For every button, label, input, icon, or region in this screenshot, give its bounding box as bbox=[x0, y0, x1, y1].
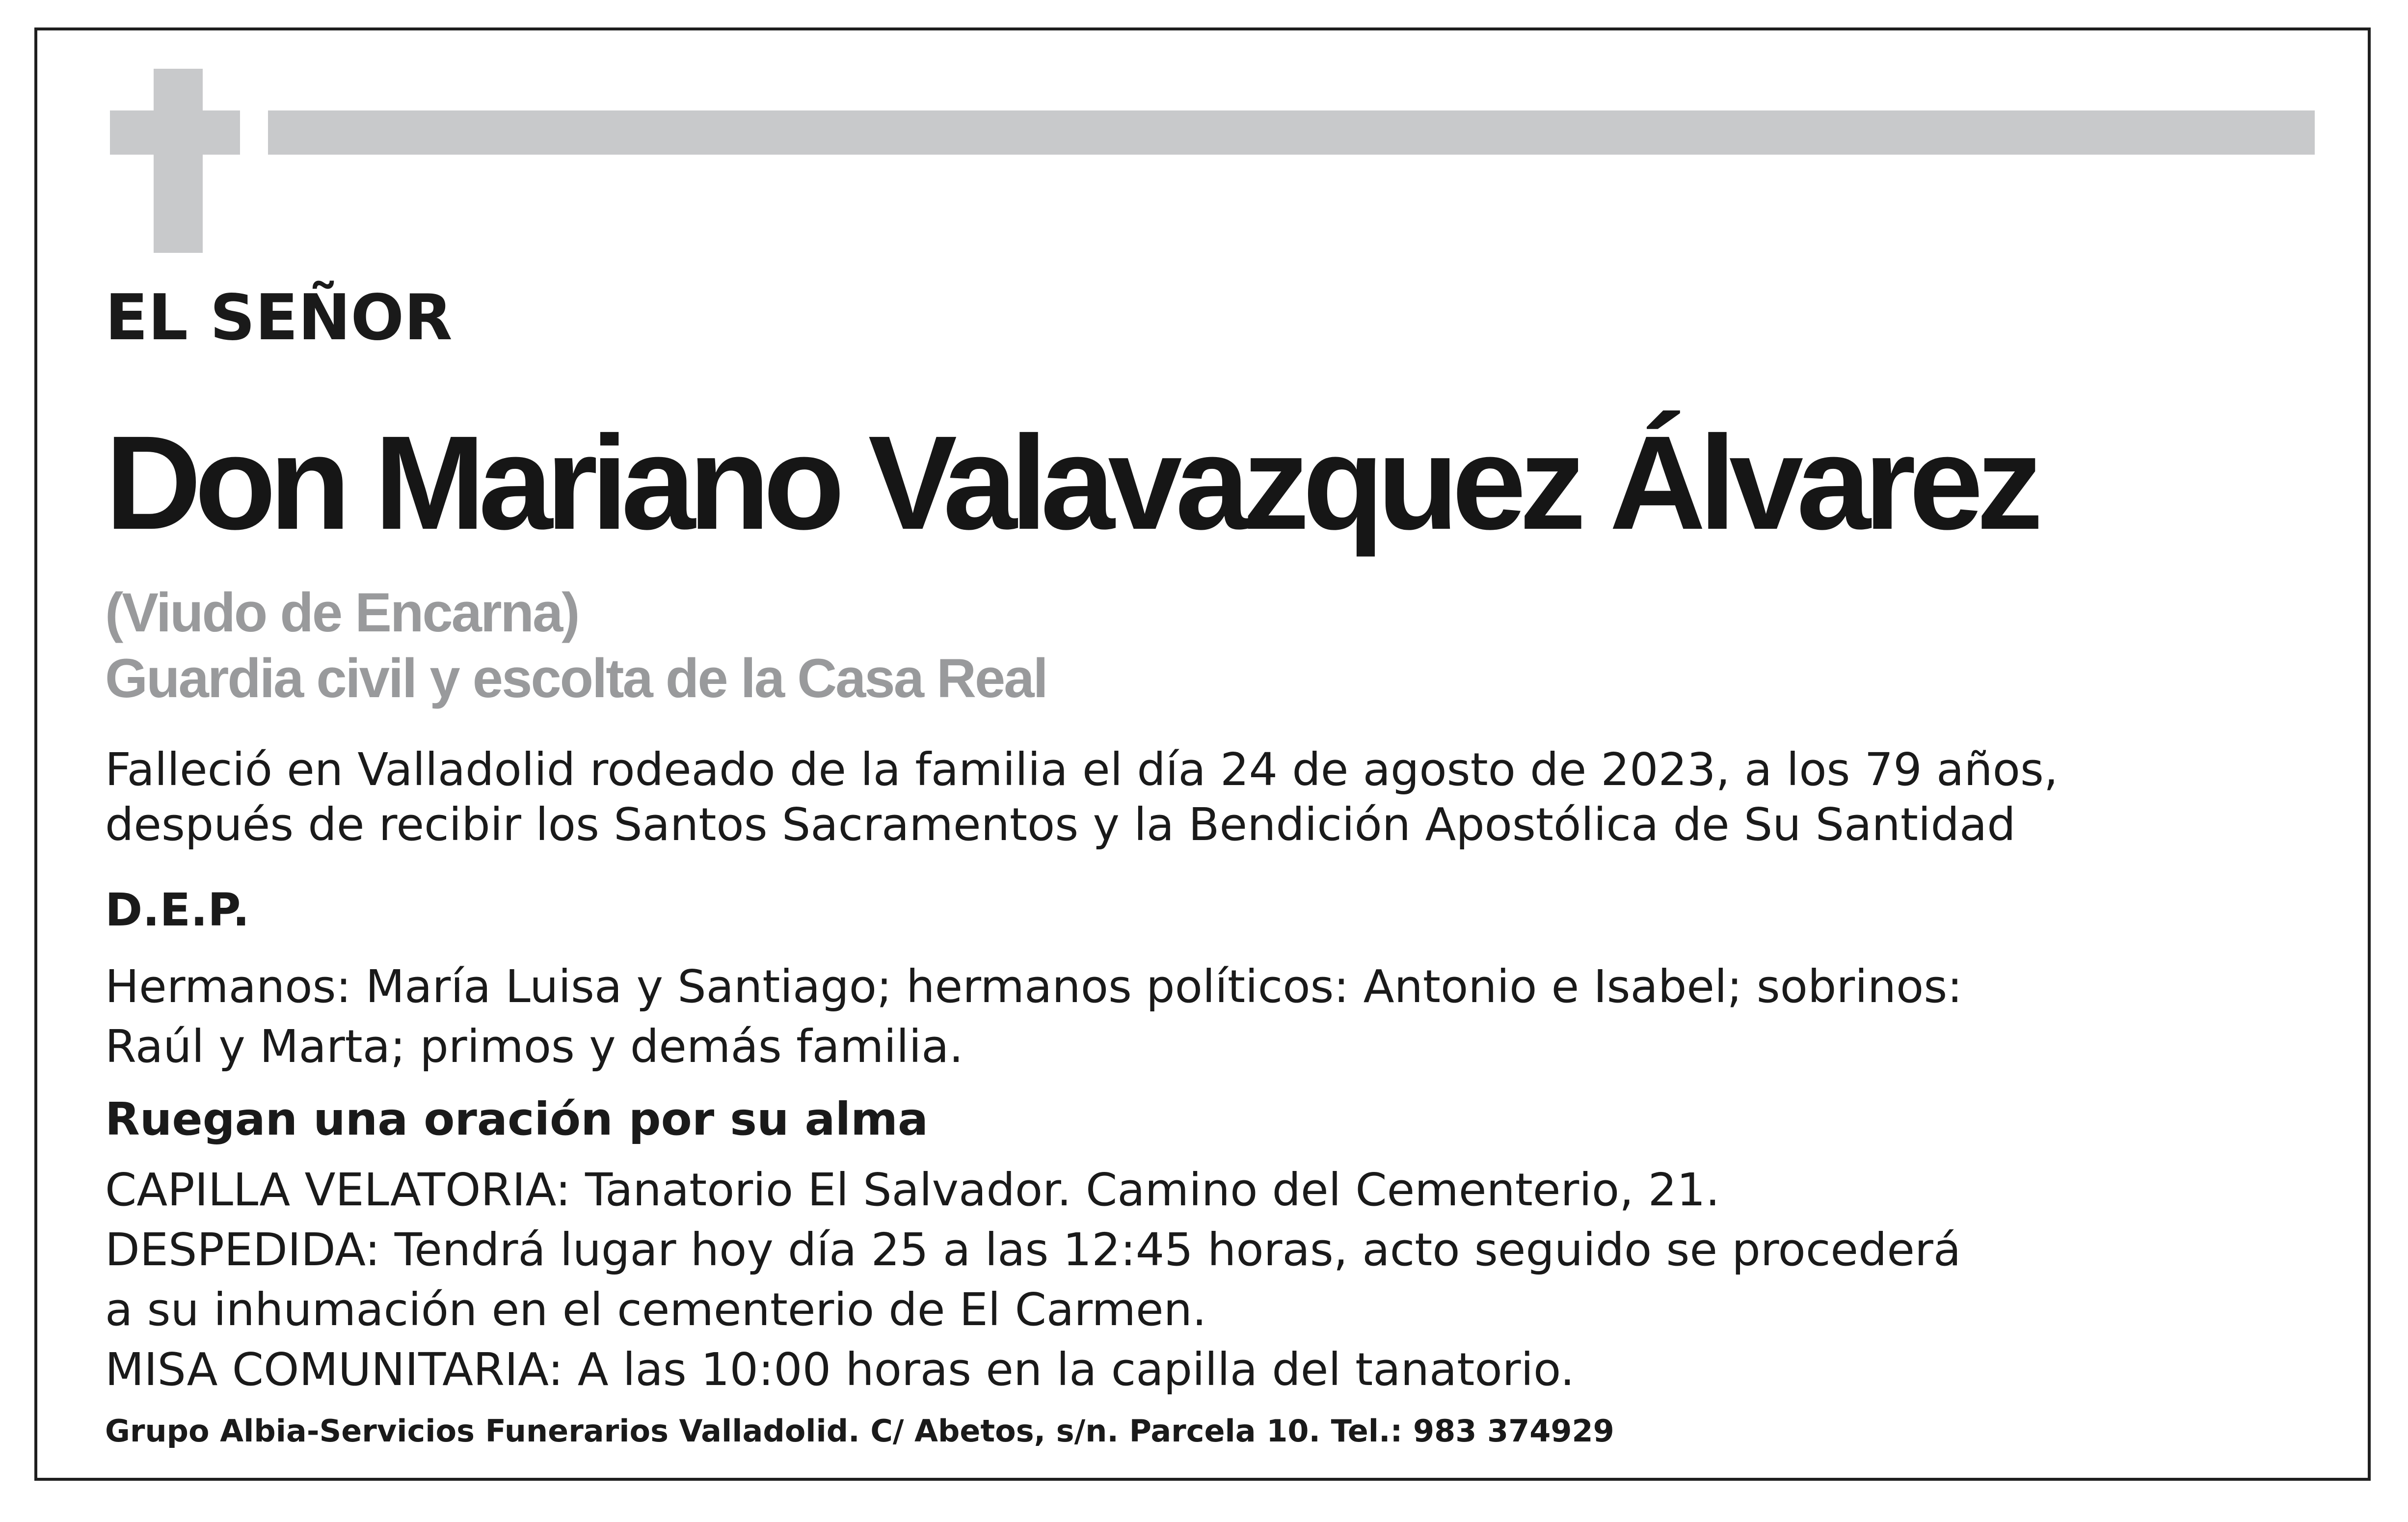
death-notice-line-2: después de recibir los Santos Sacramentos y la Bendición Apostólica de Su Santidad bbox=[105, 798, 2016, 851]
family-line-2: Raúl y Marta; primos y demás familia. bbox=[105, 1020, 963, 1073]
wake-chapel-info: CAPILLA VELATORIA: Tanatorio El Salvador. Camino del Cementerio, 21. bbox=[105, 1164, 1720, 1216]
death-notice-line-1: Falleció en Valladolid rodeado de la familia el día 24 de agosto de 2023, a los 79 años, bbox=[105, 743, 2059, 796]
deceased-name: Don Mariano Valavazquez Álvarez bbox=[105, 408, 2036, 557]
family-line-1: Hermanos: María Luisa y Santiago; hermanos políticos: Antonio e Isabel; sobrinos: bbox=[105, 960, 1963, 1013]
cross-horizontal-beam bbox=[110, 110, 240, 155]
header-divider-bar bbox=[268, 110, 2315, 155]
community-mass-info: MISA COMUNITARIA: A las 10:00 horas en la capilla del tanatorio. bbox=[105, 1343, 1575, 1396]
rip-text: D.E.P. bbox=[105, 884, 250, 936]
widow-note: (Viudo de Encarna) bbox=[105, 582, 579, 643]
farewell-info-line-2: a su inhumación en el cementerio de El Carmen. bbox=[105, 1283, 1207, 1336]
prayer-request: Ruegan una oración por su alma bbox=[105, 1093, 929, 1145]
funeral-home-footer: Grupo Albia-Servicios Funerarios Valladolid. C/ Abetos, s/n. Parcela 10. Tel.: 983 374929 bbox=[105, 1413, 1614, 1449]
salutation: EL SEÑOR bbox=[105, 281, 453, 354]
occupation: Guardia civil y escolta de la Casa Real bbox=[105, 648, 1047, 709]
cross-vertical-beam bbox=[154, 69, 203, 253]
farewell-info-line-1: DESPEDIDA: Tendrá lugar hoy día 25 a las 12:45 horas, acto seguido se procederá bbox=[105, 1223, 1961, 1276]
